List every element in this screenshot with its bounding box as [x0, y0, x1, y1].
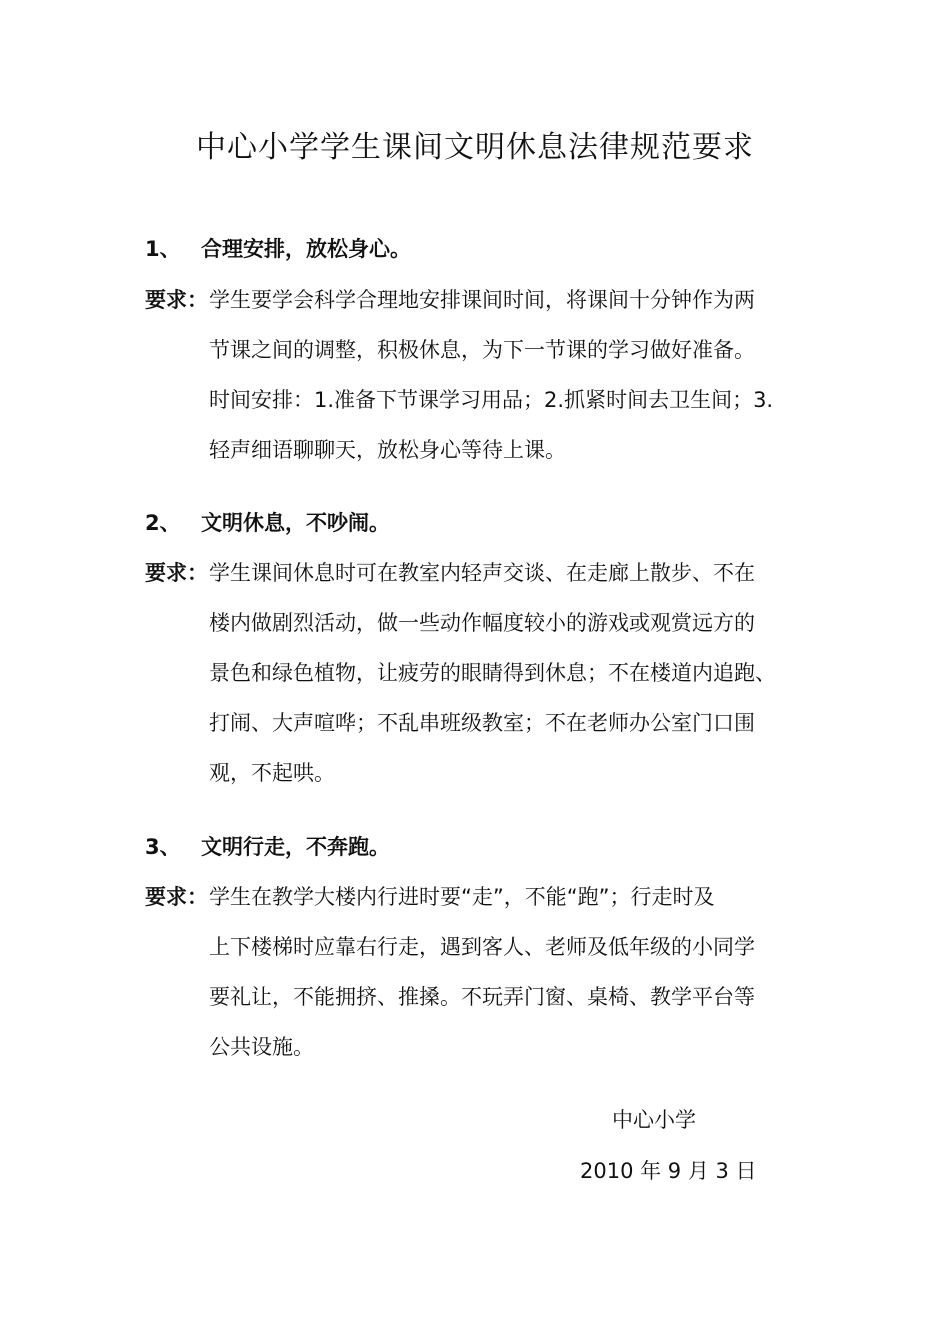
requirement-line: 楼内做剧烈活动，做一些动作幅度较小的游戏或观赏远方的 — [209, 611, 755, 635]
requirement-line: 观，不起哄。 — [209, 761, 335, 785]
section-3-requirement — [145, 872, 825, 1072]
signature-date: 2010 年 9 月 3 日 — [580, 1159, 757, 1183]
section-number: 2、 — [145, 511, 181, 535]
requirement-label: 要求： — [145, 885, 208, 909]
requirement-label: 要求： — [145, 561, 208, 585]
section-1-heading — [145, 234, 411, 264]
signature-organization: 中心小学 — [612, 1108, 696, 1132]
requirement-line: 轻声细语聊聊天，放松身心等待上课。 — [209, 438, 566, 462]
document-title: 中心小学学生课间文明休息法律规范要求 — [196, 130, 754, 165]
requirement-line: 时间安排：1.准备下节课学习用品；2.抓紧时间去卫生间；3. — [209, 388, 774, 412]
requirement-line: 节课之间的调整，积极休息，为下一节课的学习做好准备。 — [209, 338, 755, 362]
section-title: 文明休息，不吵闹。 — [201, 511, 390, 535]
requirement-line: 景色和绿色植物，让疲劳的眼睛得到休息；不在楼道内追跑、 — [209, 661, 776, 685]
section-number: 3、 — [145, 835, 181, 859]
requirement-line: 要礼让，不能拥挤、推搡。不玩弄门窗、桌椅、教学平台等 — [209, 985, 755, 1009]
section-title: 合理安排，放松身心。 — [201, 237, 411, 261]
section-2-heading — [145, 508, 390, 538]
section-number: 1、 — [145, 237, 181, 261]
requirement-line: 上下楼梯时应靠右行走，遇到客人、老师及低年级的小同学 — [209, 935, 755, 959]
requirement-line: 学生在教学大楼内行进时要“走”，不能“跑”；行走时及 — [209, 885, 715, 909]
requirement-label: 要求： — [145, 288, 208, 312]
section-1-requirement — [145, 275, 825, 475]
section-2-requirement — [145, 548, 825, 798]
section-3-heading — [145, 832, 390, 862]
section-title: 文明行走，不奔跑。 — [201, 835, 390, 859]
requirement-line: 学生要学会科学合理地安排课间时间，将课间十分钟作为两 — [209, 288, 755, 312]
requirement-line: 打闹、大声喧哗；不乱串班级教室；不在老师办公室门口围 — [209, 711, 755, 735]
requirement-line: 学生课间休息时可在教室内轻声交谈、在走廊上散步、不在 — [209, 561, 755, 585]
requirement-line: 公共设施。 — [209, 1035, 314, 1059]
